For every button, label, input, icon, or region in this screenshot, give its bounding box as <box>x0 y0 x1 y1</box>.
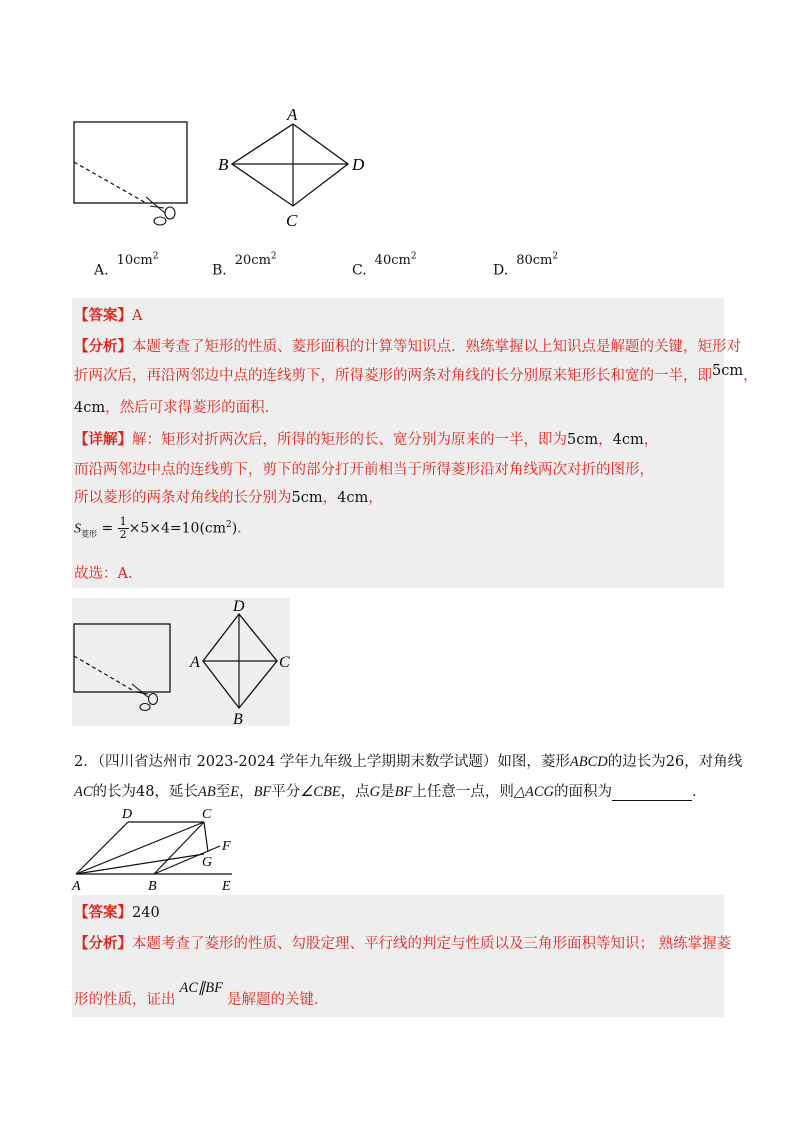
q2-line-2 <box>74 780 707 801</box>
q2-math: ABCD <box>569 754 608 770</box>
rectangle-shape <box>74 122 187 203</box>
fraction-numerator: 1 <box>119 515 127 528</box>
choice-letter: B. <box>212 262 227 279</box>
segment-ac <box>76 822 204 874</box>
punct: ， <box>598 432 613 448</box>
q2-text: 至 <box>215 784 231 800</box>
label-B: B <box>218 155 229 174</box>
choice-exponent: 2 <box>552 252 559 262</box>
q2-math: E <box>230 784 240 800</box>
dashed-cut-line <box>74 656 134 691</box>
choice-d[interactable] <box>493 252 559 279</box>
choice-exponent: 2 <box>410 252 417 262</box>
q2-analysis-line-1 <box>74 932 731 953</box>
q1-analysis-line-2 <box>74 364 758 385</box>
label-B: B <box>233 711 243 726</box>
choice-value-text: 10cm <box>116 253 153 269</box>
value-5cm: 5cm <box>291 490 323 506</box>
segment-cb <box>154 822 204 874</box>
q2-text: 平分 <box>271 784 301 800</box>
choice-a[interactable] <box>94 252 159 279</box>
analysis-tag: 【分析】 <box>74 338 132 355</box>
q2-text: 上任意一点，则 <box>412 784 514 800</box>
segment-cg <box>204 822 208 852</box>
math-ac-parallel-bf: AC∥BF <box>179 980 223 996</box>
choice-value <box>375 253 417 268</box>
answer-tag: 【答案】 <box>74 307 132 324</box>
choice-value-text: 80cm <box>516 253 553 269</box>
choice-letter: C. <box>352 262 367 279</box>
analysis-text: 本题考查了菱形的性质、勾股定理、平行线的判定与性质以及三角形面积等知识； 熟练掌握菱 <box>132 936 732 952</box>
detail-text: 所以菱形的两条对角线的长分别为 <box>74 490 292 506</box>
choice-value <box>117 253 159 268</box>
choice-value-text: 40cm <box>374 253 411 269</box>
q1-detail-line-2 <box>74 458 654 479</box>
q2-text: 2．（四川省达州市 2023-2024 学年九年级上学期期末数学试题）如图，菱形 <box>74 754 570 770</box>
label-E: E <box>222 879 231 894</box>
q2-analysis-line-2 <box>74 980 329 1009</box>
label-D: D <box>352 155 365 174</box>
q2-answer <box>74 901 160 922</box>
answer-value: 240 <box>132 905 160 921</box>
formula-fraction <box>118 516 129 541</box>
analysis-text: ，然后可求得菱形的面积． <box>105 400 280 416</box>
label-A: A <box>287 105 298 124</box>
choice-value <box>235 253 277 268</box>
analysis-tag: 【分析】 <box>74 935 132 952</box>
dashed-cut-line <box>74 162 146 203</box>
label-C: C <box>286 211 298 230</box>
segment-ad <box>76 822 128 874</box>
q1-answer <box>74 304 142 325</box>
q1-formula <box>74 516 251 541</box>
formula-body: ×5×4=10(cm <box>128 520 227 537</box>
analysis-text: 折两次后，再沿两邻边中点的连线剪下，所得菱形的两条对角线的长分别原来矩形长和宽的一半，即 <box>74 368 712 384</box>
label-B: B <box>148 879 157 894</box>
label-F: F <box>222 839 231 854</box>
choice-value-text: 20cm <box>234 253 271 269</box>
choice-letter: A. <box>94 262 109 279</box>
value-5cm: 5cm <box>712 363 744 379</box>
q2-text: 的长为48，延长 <box>92 784 198 800</box>
punct: ， <box>368 490 383 506</box>
value-5cm: 5cm <box>567 432 599 448</box>
punct: ， <box>322 490 338 506</box>
value-4cm: 4cm <box>337 490 369 506</box>
segment-ag <box>76 854 204 874</box>
label-D: D <box>233 598 245 615</box>
q2-math: AC <box>74 784 93 800</box>
q1-analysis-line-1 <box>74 335 741 356</box>
q1-detail-line-3 <box>74 486 383 507</box>
q2-math: △ACG <box>513 784 555 800</box>
choice-value <box>516 253 558 268</box>
rhombus-shape <box>232 124 348 206</box>
q2-text: ， <box>239 784 254 800</box>
formula-close: ) <box>231 520 238 537</box>
q2-math: BF <box>394 784 413 800</box>
q2-math: G <box>369 784 381 800</box>
formula-subscript: 菱形 <box>81 529 97 539</box>
scissors-icon <box>132 684 158 711</box>
figure-rhombus-abcd <box>62 800 262 894</box>
label-D: D <box>122 807 133 822</box>
analysis-text: 本题考查了矩形的性质、菱形面积的计算等知识点．熟练掌握以上知识点是解题的关键，矩形对 <box>132 339 741 355</box>
label-C: C <box>202 807 212 822</box>
scissors-icon <box>146 197 175 225</box>
detail-text: 而沿两邻边中点的连线剪下，剪下的部分打开前相当于所得菱形沿对角线两次对折的图形， <box>74 462 654 478</box>
q1-conclusion <box>74 562 142 583</box>
answer-tag: 【答案】 <box>74 904 132 921</box>
q1-analysis-line-3 <box>74 396 279 417</box>
choice-letter: D. <box>493 262 509 279</box>
conclusion-text: 故选：A． <box>74 566 143 582</box>
formula-end: ． <box>237 520 252 537</box>
figure-rectangle-rhombus <box>60 100 380 240</box>
q2-math: AB <box>197 784 216 800</box>
choice-exponent: 2 <box>270 252 277 262</box>
q2-text: ． <box>692 784 707 800</box>
q2-math: BF <box>253 784 272 800</box>
choice-exponent: 2 <box>152 252 159 262</box>
value-4cm: 4cm <box>612 432 644 448</box>
value-4cm: 4cm <box>74 400 106 416</box>
formula-s: S <box>74 521 81 537</box>
formula-exponent: 2 <box>226 519 232 530</box>
q2-math: ∠CBE <box>300 784 341 800</box>
punct: ， <box>743 368 758 384</box>
q2-line-1 <box>74 750 742 771</box>
label-A: A <box>72 879 81 894</box>
punct: ， <box>643 432 659 448</box>
fraction-denominator: 2 <box>119 528 127 541</box>
q1-detail-line-1 <box>74 428 658 449</box>
q2-text: 是 <box>380 784 395 800</box>
detail-tag: 【详解】 <box>74 431 132 448</box>
label-G: G <box>202 855 213 870</box>
detail-text: 解：矩形对折两次后，所得的矩形的长、宽分别为原来的一半，即为 <box>132 432 567 448</box>
label-A: A <box>190 654 200 671</box>
q2-text: 的边长为26，对角线 <box>607 754 743 770</box>
choice-b[interactable] <box>212 252 277 279</box>
figure-rectangle-rhombus-2 <box>72 598 290 726</box>
formula-eq: = <box>101 520 114 537</box>
analysis-text: 形的性质，证出 <box>74 992 176 1008</box>
label-C: C <box>279 654 290 671</box>
rectangle-shape <box>74 624 170 692</box>
answer-blank[interactable] <box>612 786 692 801</box>
q2-text: 的面积为 <box>554 784 613 800</box>
analysis-text: 是解题的关键． <box>227 992 329 1008</box>
choice-c[interactable] <box>352 252 417 279</box>
answer-value: A <box>132 308 143 324</box>
q2-text: ，点 <box>340 784 370 800</box>
